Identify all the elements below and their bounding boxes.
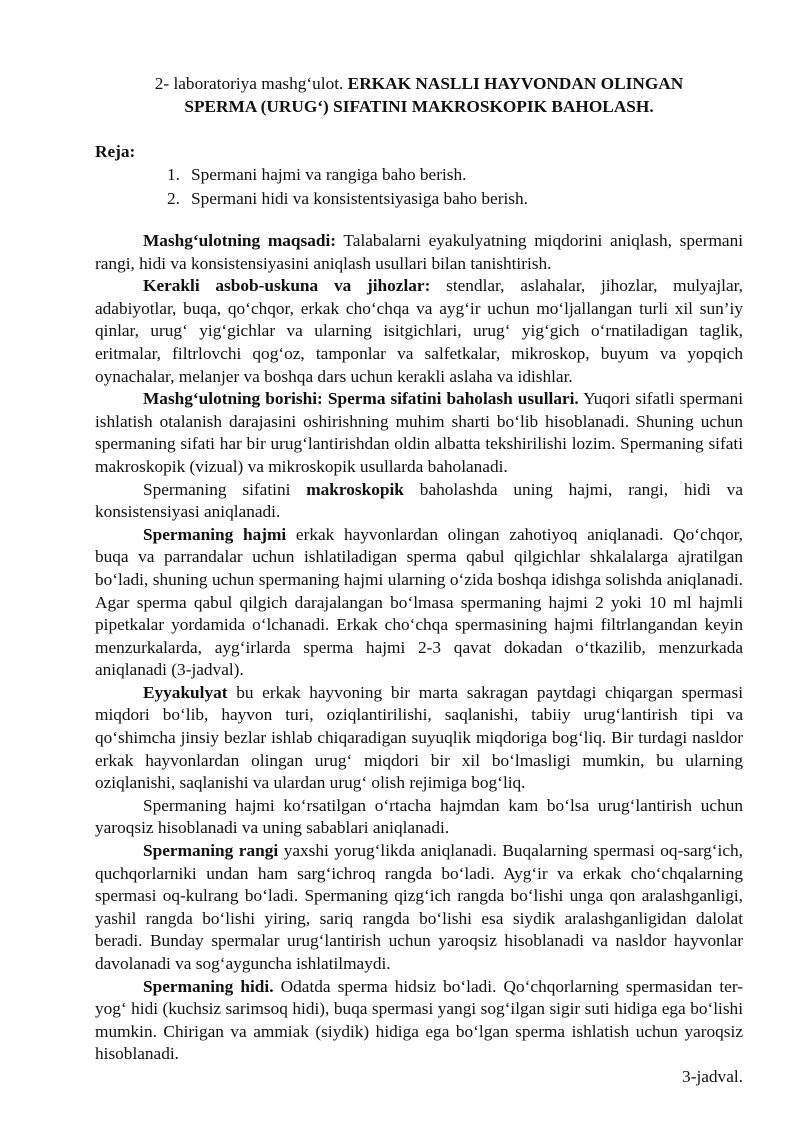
document-title bbox=[95, 72, 743, 118]
title-prefix: 2- laboratoriya mashg‘ulot. bbox=[154, 74, 348, 93]
paragraph-lead: Mashg‘ulotning borishi: Sperma sifatini baholash usullari. bbox=[143, 389, 579, 409]
paragraph-text: stendlar, aslahalar, jihozlar, mulyajlar, adabiyotlar, buqa, qo‘chqor, erkak cho‘chqa va ayg‘ir uchun mo‘ljallangan turli xil sun’iy qinlar, urug‘ yig‘gichlar va ularning isitgichlari, urug‘ yig‘gich o‘rnatiladigan taglik, eritmalar, filtrlovchi qog‘oz, tamponlar va salfetkalar, mikroskop, buyum va yopqich oynachalar, melanjer va boshqa dars uchun kerakli aslaha va idishlar. bbox=[95, 276, 743, 386]
paragraph-macroscopic bbox=[95, 479, 743, 524]
paragraph-text: Odatda sperma hidsiz bo‘ladi. Qo‘chqorlarning spermasidan ter-yog‘ hidi (kuchsiz sarimsoq hidi), buqa spermasi yangi sog‘ilgan sigir suti hidiga ega bo‘lishi mumkin. Chirigan va ammiak (siydik) hidiga ega bo‘lgan sperma ishlatish uchun yaroqsiz hisoblanadi. bbox=[95, 976, 743, 1064]
paragraph-text: yaxshi yorug‘likda aniqlanadi. Buqalarning spermasi oq-sarg‘ich, quchqorlarniki undan ham sarg‘ichroq rangda bo‘ladi. Ayg‘ir va erkak cho‘chqalarning spermasi oq-kulrang bo‘ladi. Spermaning qizg‘ich rangda bo‘lishi unga qon aralashganligi, yashil rangda bo‘lishi yiring, sariq rangda bo‘lishi esa siydik aralashganligidan dalolat beradi. Bunday spermalar urug‘lantirish uchun yaroqsiz hisoblanadi va nasldor hayvonlar davolanadi va sog‘ayguncha ishlatilmaydi. bbox=[95, 841, 743, 973]
paragraph-procedure bbox=[95, 388, 743, 478]
plan-item-text: Spermani hajmi va rangiga baho berish. bbox=[191, 165, 467, 184]
title-bold-line1: ERKAK NASLLI HAYVONDAN OLINGAN bbox=[347, 74, 684, 93]
paragraph-lead: Kerakli asbob-uskuna va jihozlar: bbox=[143, 276, 431, 296]
paragraph-pre: Spermaning sifatini bbox=[143, 479, 307, 499]
paragraph-text: baholashda uning hajmi, rangi, hidi va konsistensiyasi aniqlanadi. bbox=[95, 479, 743, 522]
paragraph-color bbox=[95, 840, 743, 976]
body-text bbox=[95, 230, 743, 1089]
paragraph-lead: Spermaning hidi. bbox=[143, 976, 274, 996]
plan-list bbox=[95, 163, 743, 211]
paragraph-volume bbox=[95, 524, 743, 682]
paragraph-volume-note bbox=[95, 795, 743, 840]
paragraph-text: bu erkak hayvoning bir marta sakragan paytdagi chiqargan spermasi miqdori bo‘lib, hayvon turi, oziqlantirilishi, saqlanishi, tabiiy urug‘lantirish tipi va qo‘shimcha jinsiy bezlar ishlab chiqaradigan suyuqlik miqdoriga bog‘liq. Bir turdagi nasldor erkak hayvonlardan olingan urug‘ miqdori bir xil bo‘lmasligi mumkin, bu ularning oziqlanishi, saqlanishi va ulardan urug‘ olish rejimiga bog‘liq. bbox=[95, 682, 743, 793]
paragraph-text: Talabalarni eyakulyatning miqdorini aniqlash, spermani rangi, hidi va konsistensiyasini aniqlash usullari bilan tanishtirish. bbox=[95, 231, 744, 273]
document-page bbox=[95, 72, 743, 1089]
paragraph-text: Yuqori sifatli spermani ishlatish otalanish darajasini oshirishning muhim sharti bo‘lib hisoblanadi. Shuning uchun spermaning sifati har bir urug‘lantirishdan oldin albatta tekshirilishi lozim. Spermaning sifati makroskopik (vizual) va mikroskopik usullarda baholanadi. bbox=[95, 389, 744, 476]
paragraph-lead: makroskopik bbox=[306, 479, 404, 499]
plan-label: Reja: bbox=[95, 142, 136, 161]
paragraph-lead: Eyyakulyat bbox=[143, 682, 228, 702]
paragraph-text: Spermaning hajmi ko‘rsatilgan o‘rtacha hajmdan kam bo‘lsa urug‘lantirish uchun yaroqsiz hisoblanadi va uning sabablari aniqlanadi. bbox=[95, 795, 743, 838]
title-bold-line2: SPERMA (URUG‘) SIFATINI MAKROSKOPIK BAHOLASH. bbox=[184, 97, 654, 116]
paragraph-text: erkak hayvonlardan olingan zahotiyoq aniqlanadi. Qo‘chqor, buqa va parrandalar uchun ishlatiladigan sperma qabul qilgichlar shkalalarga ajratilgan bo‘ladi, shuning uchun spermaning hajmi ularning o‘zida boshqa idishga solishda aniqlanadi. Agar sperma qabul qilgich darajalangan bo‘lmasa spermaning hajmi 2 yoki 10 ml hajmli pipetkalar yordamida o‘lchanadi. Erkak cho‘chqa spermasining hajmi filtrlangandan keyin menzurkalarda, ayg‘irlarda sperma hajmi 2-3 qavat dokadan o‘tkazilib, menzurkada aniqlanadi (3-jadval). bbox=[95, 524, 743, 680]
paragraph-equipment bbox=[95, 275, 743, 388]
paragraph-lead: Mashg‘ulotning maqsadi: bbox=[143, 231, 337, 250]
paragraph-goal bbox=[95, 230, 743, 275]
paragraph-lead: Spermaning rangi bbox=[143, 841, 279, 861]
plan-item-number: 2. bbox=[167, 189, 180, 208]
paragraph-smell bbox=[95, 976, 743, 1066]
paragraph-lead: Spermaning hajmi bbox=[143, 524, 287, 544]
plan-item bbox=[167, 187, 743, 211]
plan-item bbox=[167, 163, 743, 187]
paragraph-ejaculate bbox=[95, 682, 743, 795]
table-caption: 3-jadval. bbox=[682, 1066, 743, 1086]
plan-item-number: 1. bbox=[167, 165, 180, 184]
plan-item-text: Spermani hidi va konsistentsiyasiga baho berish. bbox=[191, 189, 528, 208]
